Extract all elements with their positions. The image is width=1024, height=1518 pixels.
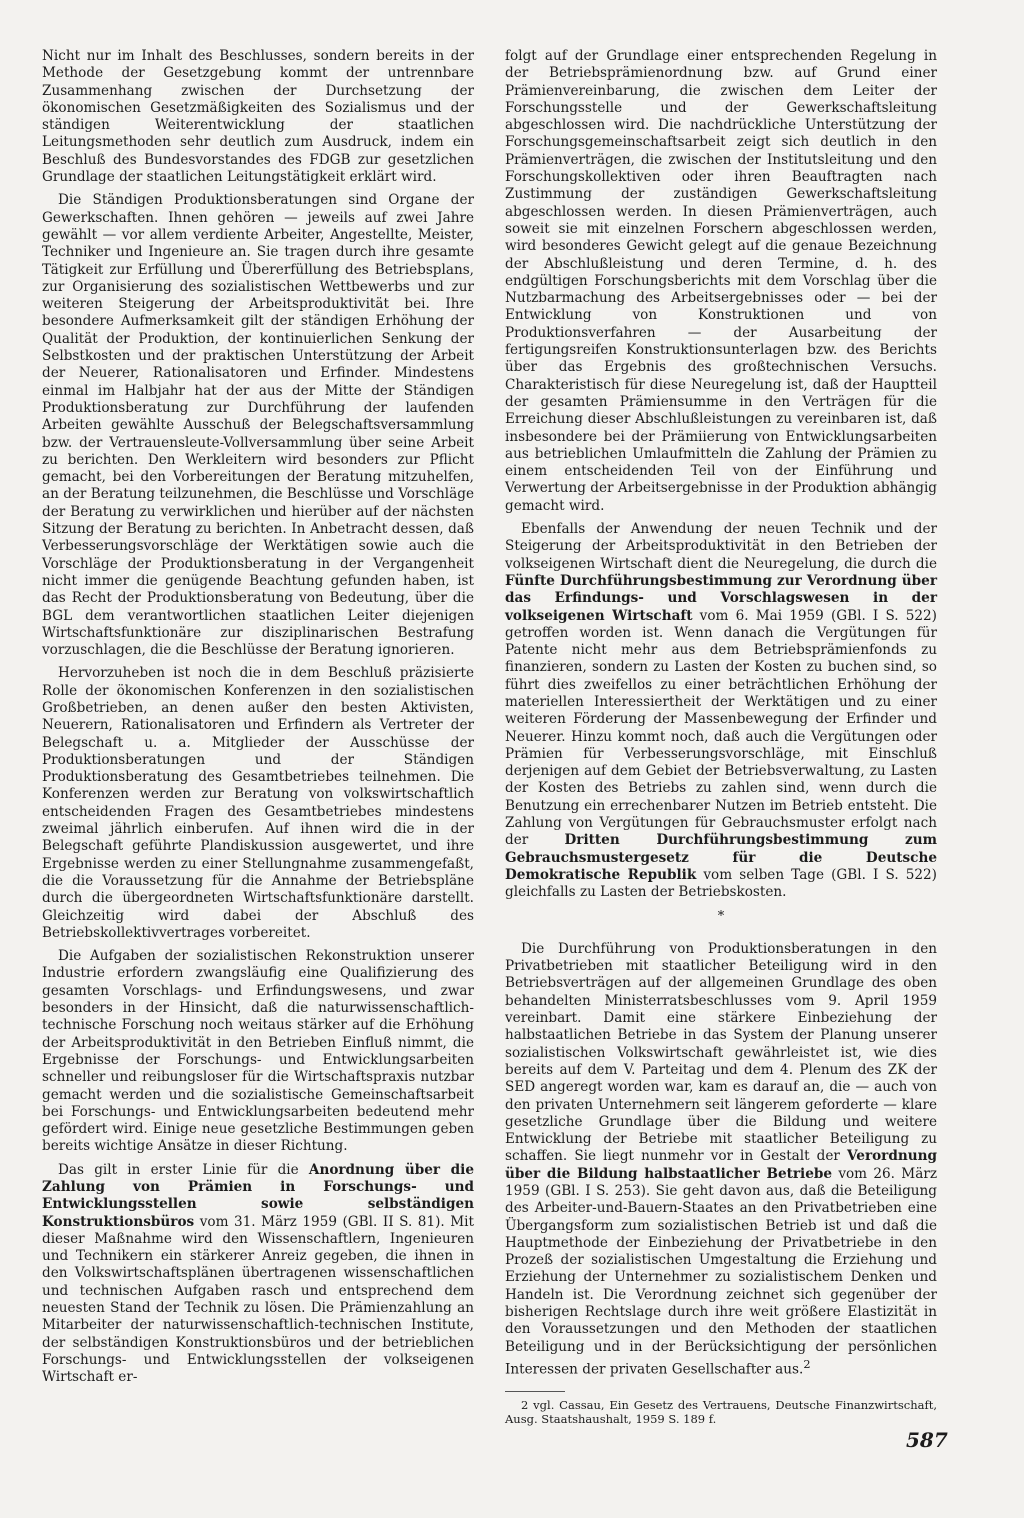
footnote-rule bbox=[505, 1391, 565, 1392]
text-run: Die Durchführung von Produktionsberatungen in den Privatbetrieben mit staatlicher Beteiligung wird in den Betriebsverträgen auf der allgemeinen Grundlage des oben behandelten Ministerratsbeschlusses vom 9. April 1959 vereinbart. Damit eine stärkere Einbeziehung der halbstaatlichen Betriebe in das System der Planung unserer sozialistischen Volkswirtschaft gewährleistet ist, wie dies bereits auf dem V. Parteitag und dem 4. Plenum des ZK der SED angeregt worden war, kam es darauf an, die — auch von den privaten Unternehmern seit längerem geforderte — klare gesetzliche Grundlage über die Bildung und weitere Entwicklung der Betriebe mit staatlicher Beteiligung zu schaffen. Sie liegt nunmehr vor in Gestalt der bbox=[505, 940, 937, 1165]
bold-citation: Dritten Durchführungsbestimmung zum Gebrauchsmustergesetz für die Deutsche Demokratische Republik bbox=[505, 832, 937, 883]
paragraph bbox=[42, 1162, 474, 1387]
text-run: Das gilt in erster Linie für die bbox=[58, 1161, 309, 1178]
text-run: vom selben Tage (GBl. I S. 522) gleichfalls zu Lasten der Betriebskosten. bbox=[505, 866, 937, 901]
paragraph: Hervorzuheben ist noch die in dem Beschluß präzisierte Rolle der ökonomischen Konferenzen in den sozialistischen Großbetrieben, an denen außer den besten Aktivisten, Neuerern, Rationalisatoren und Erfindern als Vertreter der Belegschaft u. a. Mitglieder der Ausschüsse der Produktionsberatungen und der Ständigen Produktionsberatung des Gesamtbetriebes teilnehmen. Die Konferenzen werden zur Beratung von volkswirtschaftlich entscheidenden Fragen des Gesamtbetriebes mindestens zweimal jährlich einberufen. Auf ihnen wird die in der Belegschaft geführte Plandiskussion ausgewertet, und ihre Ergebnisse werden zu einer Stellungnahme zusammengefaßt, die die Voraussetzung für die Annahme der Betriebspläne durch die übergeordneten Wirtschaftsfunktionäre darstellt. Gleichzeitig wird dabei der Abschluß des Betriebskollektivvertrages vorbereitet. bbox=[42, 665, 474, 941]
paragraph: folgt auf der Grundlage einer entsprechenden Regelung in der Betriebsprämienordnung bzw. auf Grund einer Prämienvereinbarung, die zwischen dem Leiter der Forschungsstelle und der Gewerkschaftsleitung abgeschlossen wird. Die nachdrückliche Unterstützung der Forschungsgemeinschaftsarbeit zeigt sich deutlich in den Prämienverträgen, die zwischen der Institutsleitung und den Forschungskollektiven oder ihren Beauftragten nach Zustimmung der zuständigen Gewerkschaftsleitung abgeschlossen werden. In diesen Prämienverträgen, auch soweit sie mit einzelnen Forschern abgeschlossen werden, wird besonderes Gewicht gelegt auf die genaue Bezeichnung der Abschlußleistung und deren Termine, d. h. des endgültigen Forschungsberichts mit dem Vorschlag über die Nutzbarmachung des Arbeitsergebnisses oder — bei der Entwicklung von Konstruktionen und von Produktionsverfahren — der Ausarbeitung der fertigungsreifen Konstruktionsunterlagen bzw. des Berichts über das Ergebnis des großtechnischen Versuchs. Charakteristisch für diese Neuregelung ist, daß der Hauptteil der gesamten Prämiensumme in den Verträgen für die Erreichung dieser Abschlußleistungen zu vereinbaren ist, daß insbesondere bei der Prämiierung von Entwicklungsarbeiten aus betrieblichen Umlaufmitteln die Zahlung der Prämien zu einem entscheidenden Teil von der Einführung und Verwertung der Arbeitsergebnisse in der Produktion abhängig gemacht wird. bbox=[505, 48, 937, 514]
footnote-marker: 2 bbox=[803, 1356, 811, 1371]
paragraph: Die Ständigen Produktionsberatungen sind Organe der Gewerkschaften. Ihnen gehören — jeweils auf zwei Jahre gewählt — vor allem verdiente Arbeiter, Angestellte, Meister, Techniker und Ingenieure an. Sie tragen durch ihre gesamte Tätigkeit zur Erfüllung und Übererfüllung des Betriebsplans, zur Organisierung des sozialistischen Wettbewerbs und zur weiteren Steigerung der Arbeitsproduktivität bei. Ihre besondere Aufmerksamkeit gilt der ständigen Erhöhung der Qualität der Produktion, der kontinuierlichen Senkung der Selbstkosten und der praktischen Unterstützung der Arbeit der Neuerer, Rationalisatoren und Erfinder. Mindestens einmal im Halbjahr hat der aus der Mitte der Ständigen Produktionsberatung zur Durchführung der laufenden Arbeiten gewählte Ausschuß der Belegschaftsversammlung bzw. der Vertrauensleute-Vollversammlung über seine Arbeit zu berichten. Den Werkleitern wird besonders zur Pflicht gemacht, bei den Vorbereitungen der Beratung mitzuhelfen, an der Beratung teilzunehmen, die Beschlüsse und Vorschläge der Beratung zu verwirklichen und hierüber auf der nächsten Sitzung der Beratung zu berichten. In Anbetracht dessen, daß Verbesserungsvorschläge der Werktätigen sowie auch die Vorschläge der Produktionsberatung in der Vergangenheit nicht immer die genügende Beachtung gefunden haben, ist das Recht der Produktionsberatung von Bedeutung, über die BGL dem verantwortlichen staatlichen Leiter diejenigen Wirtschaftsfunktionäre zur disziplinarischen Bestrafung vorzuschlagen, die die Beschlüsse der Beratung ignorieren. bbox=[42, 192, 474, 659]
paragraph: Nicht nur im Inhalt des Beschlusses, sondern bereits in der Methode der Gesetzgebung kommt der untrennbare Zusammenhang zwischen der Durchsetzung der ökonomischen Gesetzmäßigkeiten des Sozialismus und der ständigen Weiterentwicklung der staatlichen Leitungsmethoden sehr deutlich zum Ausdruck, indem ein Beschluß des Bundesvorstandes des FDGB zur gesetzlichen Grundlage der staatlichen Leitungstätigkeit erklärt wird. bbox=[42, 48, 474, 186]
text-run: vom 31. März 1959 (GBl. II S. 81). Mit dieser Maßnahme wird den Wissenschaftlern, Ingenieuren und Technikern ein stärkerer Anreiz gegeben, die ihnen in den Volkswirtschaftsplänen übertragenen wissenschaftlichen und technischen Aufgaben rasch und entsprechend dem neuesten Stand der Technik zu lösen. Die Prämienzahlung an Mitarbeiter der naturwissenschaftlich-technischen Institute, der selbständigen Konstruktionsbüros und der betrieblichen Forschungs- und Entwicklungsstellen der volkseigenen Wirtschaft er- bbox=[42, 1213, 474, 1386]
text-run: vom 26. März 1959 (GBl. I S. 253). Sie geht davon aus, daß die Beteiligung des Arbeiter-und-Bauern-Staates an den Privatbetrieben eine Übergangsform zum sozialistischen Betrieb ist und daß die Hauptmethode der Einbeziehung der Privatbetriebe in den Prozeß der sozialistischen Umgestaltung die Erziehung und Erziehung der Unternehmer zu sozialistischem Denken und Handeln ist. Die Verordnung zeichnet sich gegenüber der bisherigen Rechtslage durch ihre weit größere Elastizität in den Voraussetzungen und den Methoden der staatlichen Beteiligung und in der Berücksichtigung der persönlichen Interessen der privaten Gesellschafter aus. bbox=[505, 1165, 937, 1378]
text-run: Ebenfalls der Anwendung der neuen Technik und der Steigerung der Arbeitsproduktivität in den Betrieben der volkseigenen Wirtschaft dient die Neuregelung, die durch die bbox=[505, 521, 937, 572]
text-run: vom 6. Mai 1959 (GBl. I S. 522) getroffen worden ist. Wenn danach die Vergütungen für Patente nicht mehr aus dem Betriebsprämienfonds zu finanzieren, sondern zu Lasten der Kosten zu buchen sind, so führt dies zweifellos zu einer beträchtlichen Erhöhung der materiellen Interessiertheit der Werktätigen und zu einer weiteren Förderung der Massenbewegung der Erfinder und Neuerer. Hinzu kommt noch, daß auch die Vergütungen oder Prämien für Verbesserungsvorschläge, mit Einschluß derjenigen auf dem Gebiet der Betriebsverwaltung, zu Lasten der Kosten des Betriebs zu zahlen sind, wenn durch die Benutzung ein errechenbarer Nutzen im Betrieb entsteht. Die Zahlung von Vergütungen für Gebrauchsmuster erfolgt nach der bbox=[505, 607, 937, 849]
page-number: 587 bbox=[906, 1428, 948, 1452]
bold-citation: Anordnung über die Zahlung von Prämien in Forschungs- und Entwicklungsstellen sowie selbständigen Konstruktionsbüros bbox=[42, 1161, 474, 1230]
bold-citation: Fünfte Durchführungsbestimmung zur Verordnung über das Erfindungs- und Vorschlagswesen in der volkseigenen Wirtschaft bbox=[505, 572, 937, 624]
footnote: 2 vgl. Cassau, Ein Gesetz des Vertrauens, Deutsche Finanzwirtschaft, Ausg. Staatshaushalt, 1959 S. 189 f. bbox=[505, 1397, 937, 1427]
bold-citation: Verordnung über die Bildung halbstaatlicher Betriebe bbox=[505, 1148, 937, 1182]
paragraph bbox=[505, 941, 937, 1379]
section-separator: * bbox=[717, 908, 725, 924]
paragraph: Die Aufgaben der sozialistischen Rekonstruktion unserer Industrie erfordern zwangsläufig eine Qualifizierung des gesamten Vorschlags- und Erfindungswesens, und zwar besonders in der Hinsicht, daß die naturwissenschaftlich-technische Forschung noch weitaus stärker auf die Erhöhung der Arbeitsproduktivität in den Betrieben Einfluß nimmt, die Ergebnisse der Forschungs- und Entwicklungsarbeiten schneller und reibungsloser für die Wirtschaftspraxis nutzbar gemacht werden und die sozialistische Gemeinschaftsarbeit bei Forschungs- und Entwicklungsarbeiten bedeutend mehr gefördert wird. Einige neue gesetzliche Bestimmungen geben bereits wichtige Ansätze in dieser Richtung. bbox=[42, 948, 474, 1155]
left-column bbox=[42, 48, 474, 1393]
paragraph bbox=[505, 521, 937, 902]
right-column bbox=[505, 48, 937, 1433]
